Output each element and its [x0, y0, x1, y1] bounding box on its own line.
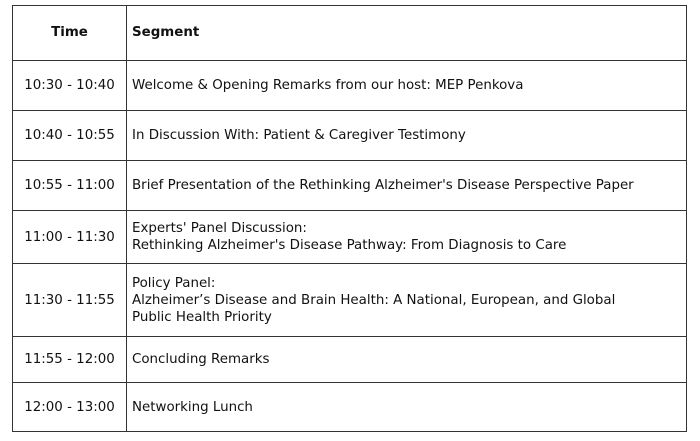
table-row [13, 111, 687, 161]
table-row [13, 264, 687, 337]
header-row [13, 6, 687, 61]
segment-cell [127, 337, 687, 383]
time-cell: 12:00 - 13:00 [13, 383, 127, 432]
segment-line: Experts' Panel Discussion: [132, 221, 307, 236]
segment-cell [127, 161, 687, 211]
table-row [13, 383, 687, 432]
header-time: Time [13, 6, 127, 61]
segment-cell [127, 264, 687, 337]
segment-cell [127, 383, 687, 432]
table-row [13, 161, 687, 211]
segment-line: Networking Lunch [132, 399, 253, 415]
table-row [13, 61, 687, 111]
table-row [13, 211, 687, 264]
time-cell: 10:55 - 11:00 [13, 161, 127, 211]
segment-cell [127, 111, 687, 161]
segment-line: Policy Panel: [132, 275, 216, 291]
segment-cell [127, 211, 687, 264]
segment-line: Alzheimer’s Disease and Brain Health: A National, European, and Global [132, 292, 616, 308]
segment-line: Rethinking Alzheimer's Disease Pathway: From Diagnosis to Care [132, 238, 567, 253]
header-segment: Segment [127, 6, 687, 61]
time-cell: 11:00 - 11:30 [13, 211, 127, 264]
segment-line: Brief Presentation of the Rethinking Alzheimer's Disease Perspective Paper [132, 178, 634, 193]
time-cell: 10:40 - 10:55 [13, 111, 127, 161]
time-cell: 11:30 - 11:55 [13, 264, 127, 337]
agenda-table [12, 5, 687, 432]
segment-line: In Discussion With: Patient & Caregiver Testimony [132, 128, 466, 143]
segment-line: Welcome & Opening Remarks from our host: MEP Penkova [132, 78, 524, 93]
segment-line: Concluding Remarks [132, 352, 270, 367]
table-row [13, 337, 687, 383]
time-cell: 11:55 - 12:00 [13, 337, 127, 383]
segment-line: Public Health Priority [132, 309, 272, 325]
time-cell: 10:30 - 10:40 [13, 61, 127, 111]
segment-cell [127, 61, 687, 111]
